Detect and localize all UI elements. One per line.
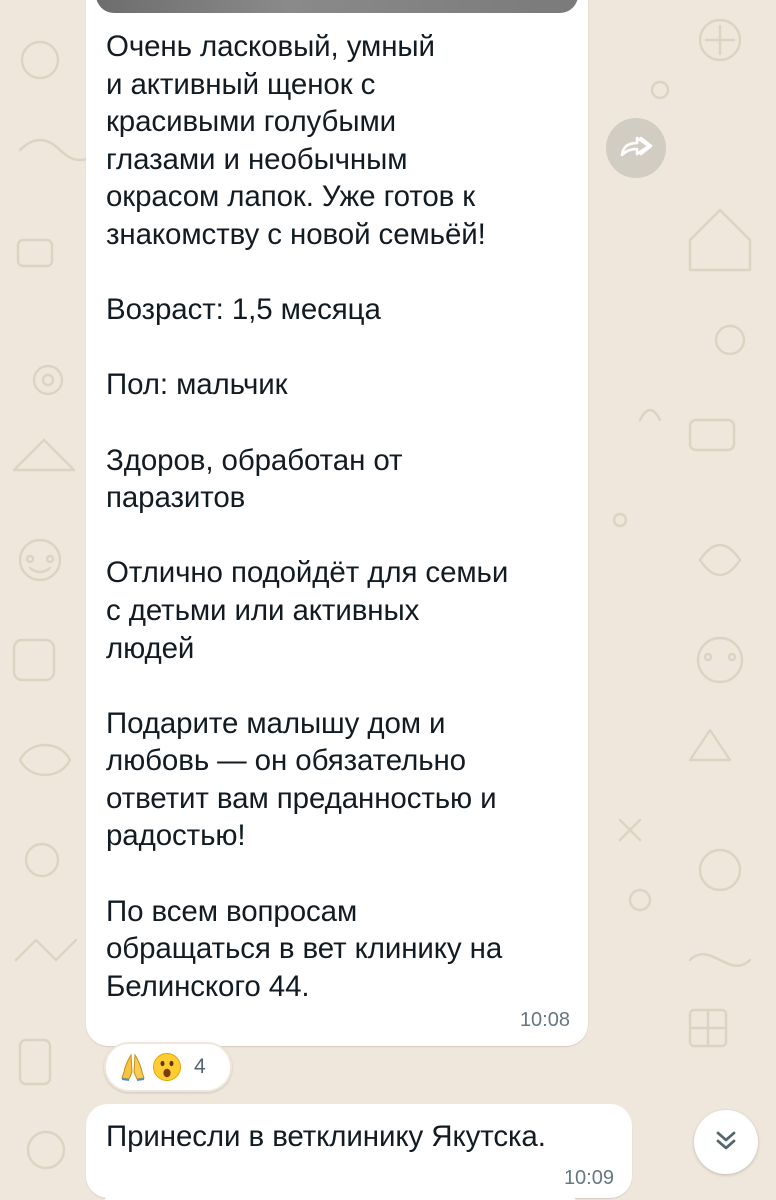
photo-preview-strip[interactable]: [96, 0, 578, 13]
message-reactions[interactable]: [104, 1042, 232, 1092]
message-time: 10:09: [563, 1167, 614, 1189]
forward-arrow-icon: [619, 133, 653, 164]
message-bubble-next[interactable]: [100, 1192, 580, 1200]
reaction-count: 4: [194, 1055, 206, 1078]
message-time: 10:08: [519, 1009, 570, 1031]
message-bubble-clinic[interactable]: [86, 1104, 632, 1198]
forward-button[interactable]: [606, 118, 666, 178]
astonished-face-emoji: [152, 1052, 182, 1082]
folded-hands-emoji: [118, 1052, 148, 1082]
scroll-to-bottom-button[interactable]: [694, 1110, 758, 1174]
double-chevron-down-icon: [713, 1127, 739, 1158]
message-text: Принесли в ветклинику Якутска.: [106, 1120, 546, 1153]
message-text: Очень ласковый, умный и активный щенок с красивыми голубыми глазами и необычным окрасом лапок. Уже готов к знакомству с новой семьёй! Возраст: 1,5 месяца Пол: мальчик Здоров, обработан от паразитов Отлично подойдёт для семьи с детьми или активных людей Подарите малышу дом и любовь — он обязательно ответит вам преданностью и радостью! По всем вопросам обращаться в вет клинику на Белинского 44.: [106, 30, 509, 1003]
message-bubble-adoption-post[interactable]: [86, 0, 588, 1046]
